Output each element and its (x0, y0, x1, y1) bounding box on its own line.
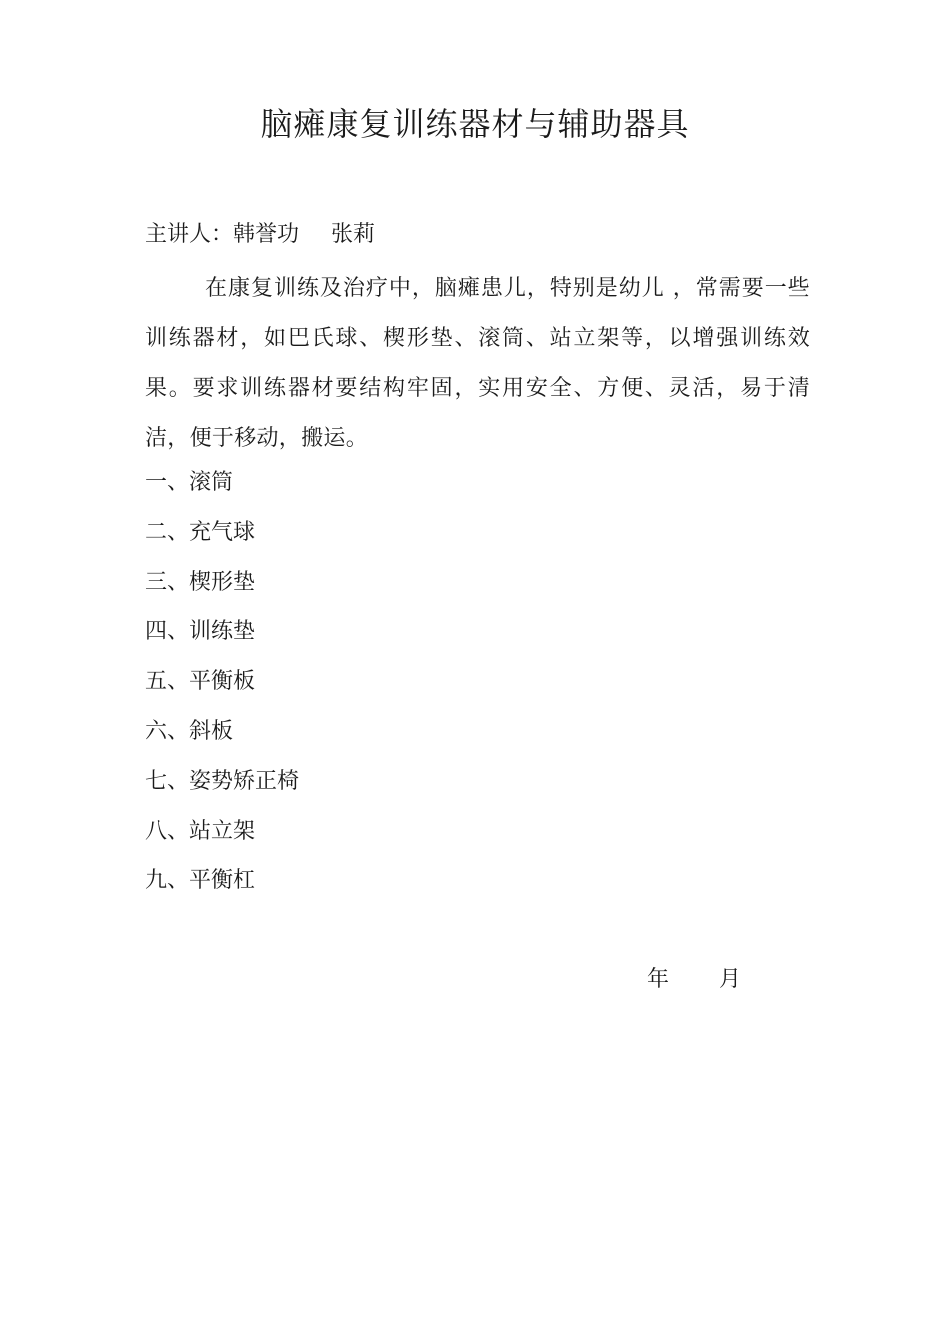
list-item: 五、平衡板 (145, 669, 256, 695)
speaker-primary: 主讲人：韩誉功 (145, 222, 300, 247)
list-item: 八、站立架 (145, 818, 256, 844)
list-item: 二、充气球 (145, 519, 256, 545)
speaker-secondary: 张莉 (331, 222, 376, 247)
equipment-list (145, 463, 299, 911)
list-item: 一、滚筒 (145, 470, 234, 495)
list-item: 四、训练垫 (145, 619, 256, 645)
list-item: 七、姿势矫正椅 (145, 768, 300, 794)
date-month: 月 (719, 967, 742, 992)
intro-paragraph: 在康复训练及治疗中，脑瘫患儿，特别是幼儿 ，常需要一些训练器材，如巴氏球、楔形垫、滚筒、站立架等，以增强训练效果。要求训练器材要结构牢固，实用安全、方便、灵活，易于清洁，便于移动，搬运。 (145, 276, 810, 451)
list-item: 三、楔形垫 (145, 569, 256, 595)
list-item: 九、平衡杠 (145, 868, 256, 894)
speakers-line (145, 215, 375, 255)
list-item: 六、斜板 (145, 718, 234, 744)
date-year: 年 (647, 967, 670, 992)
date-line (647, 960, 741, 1000)
document-title: 脑瘫康复训练器材与辅助器具 (260, 105, 690, 143)
